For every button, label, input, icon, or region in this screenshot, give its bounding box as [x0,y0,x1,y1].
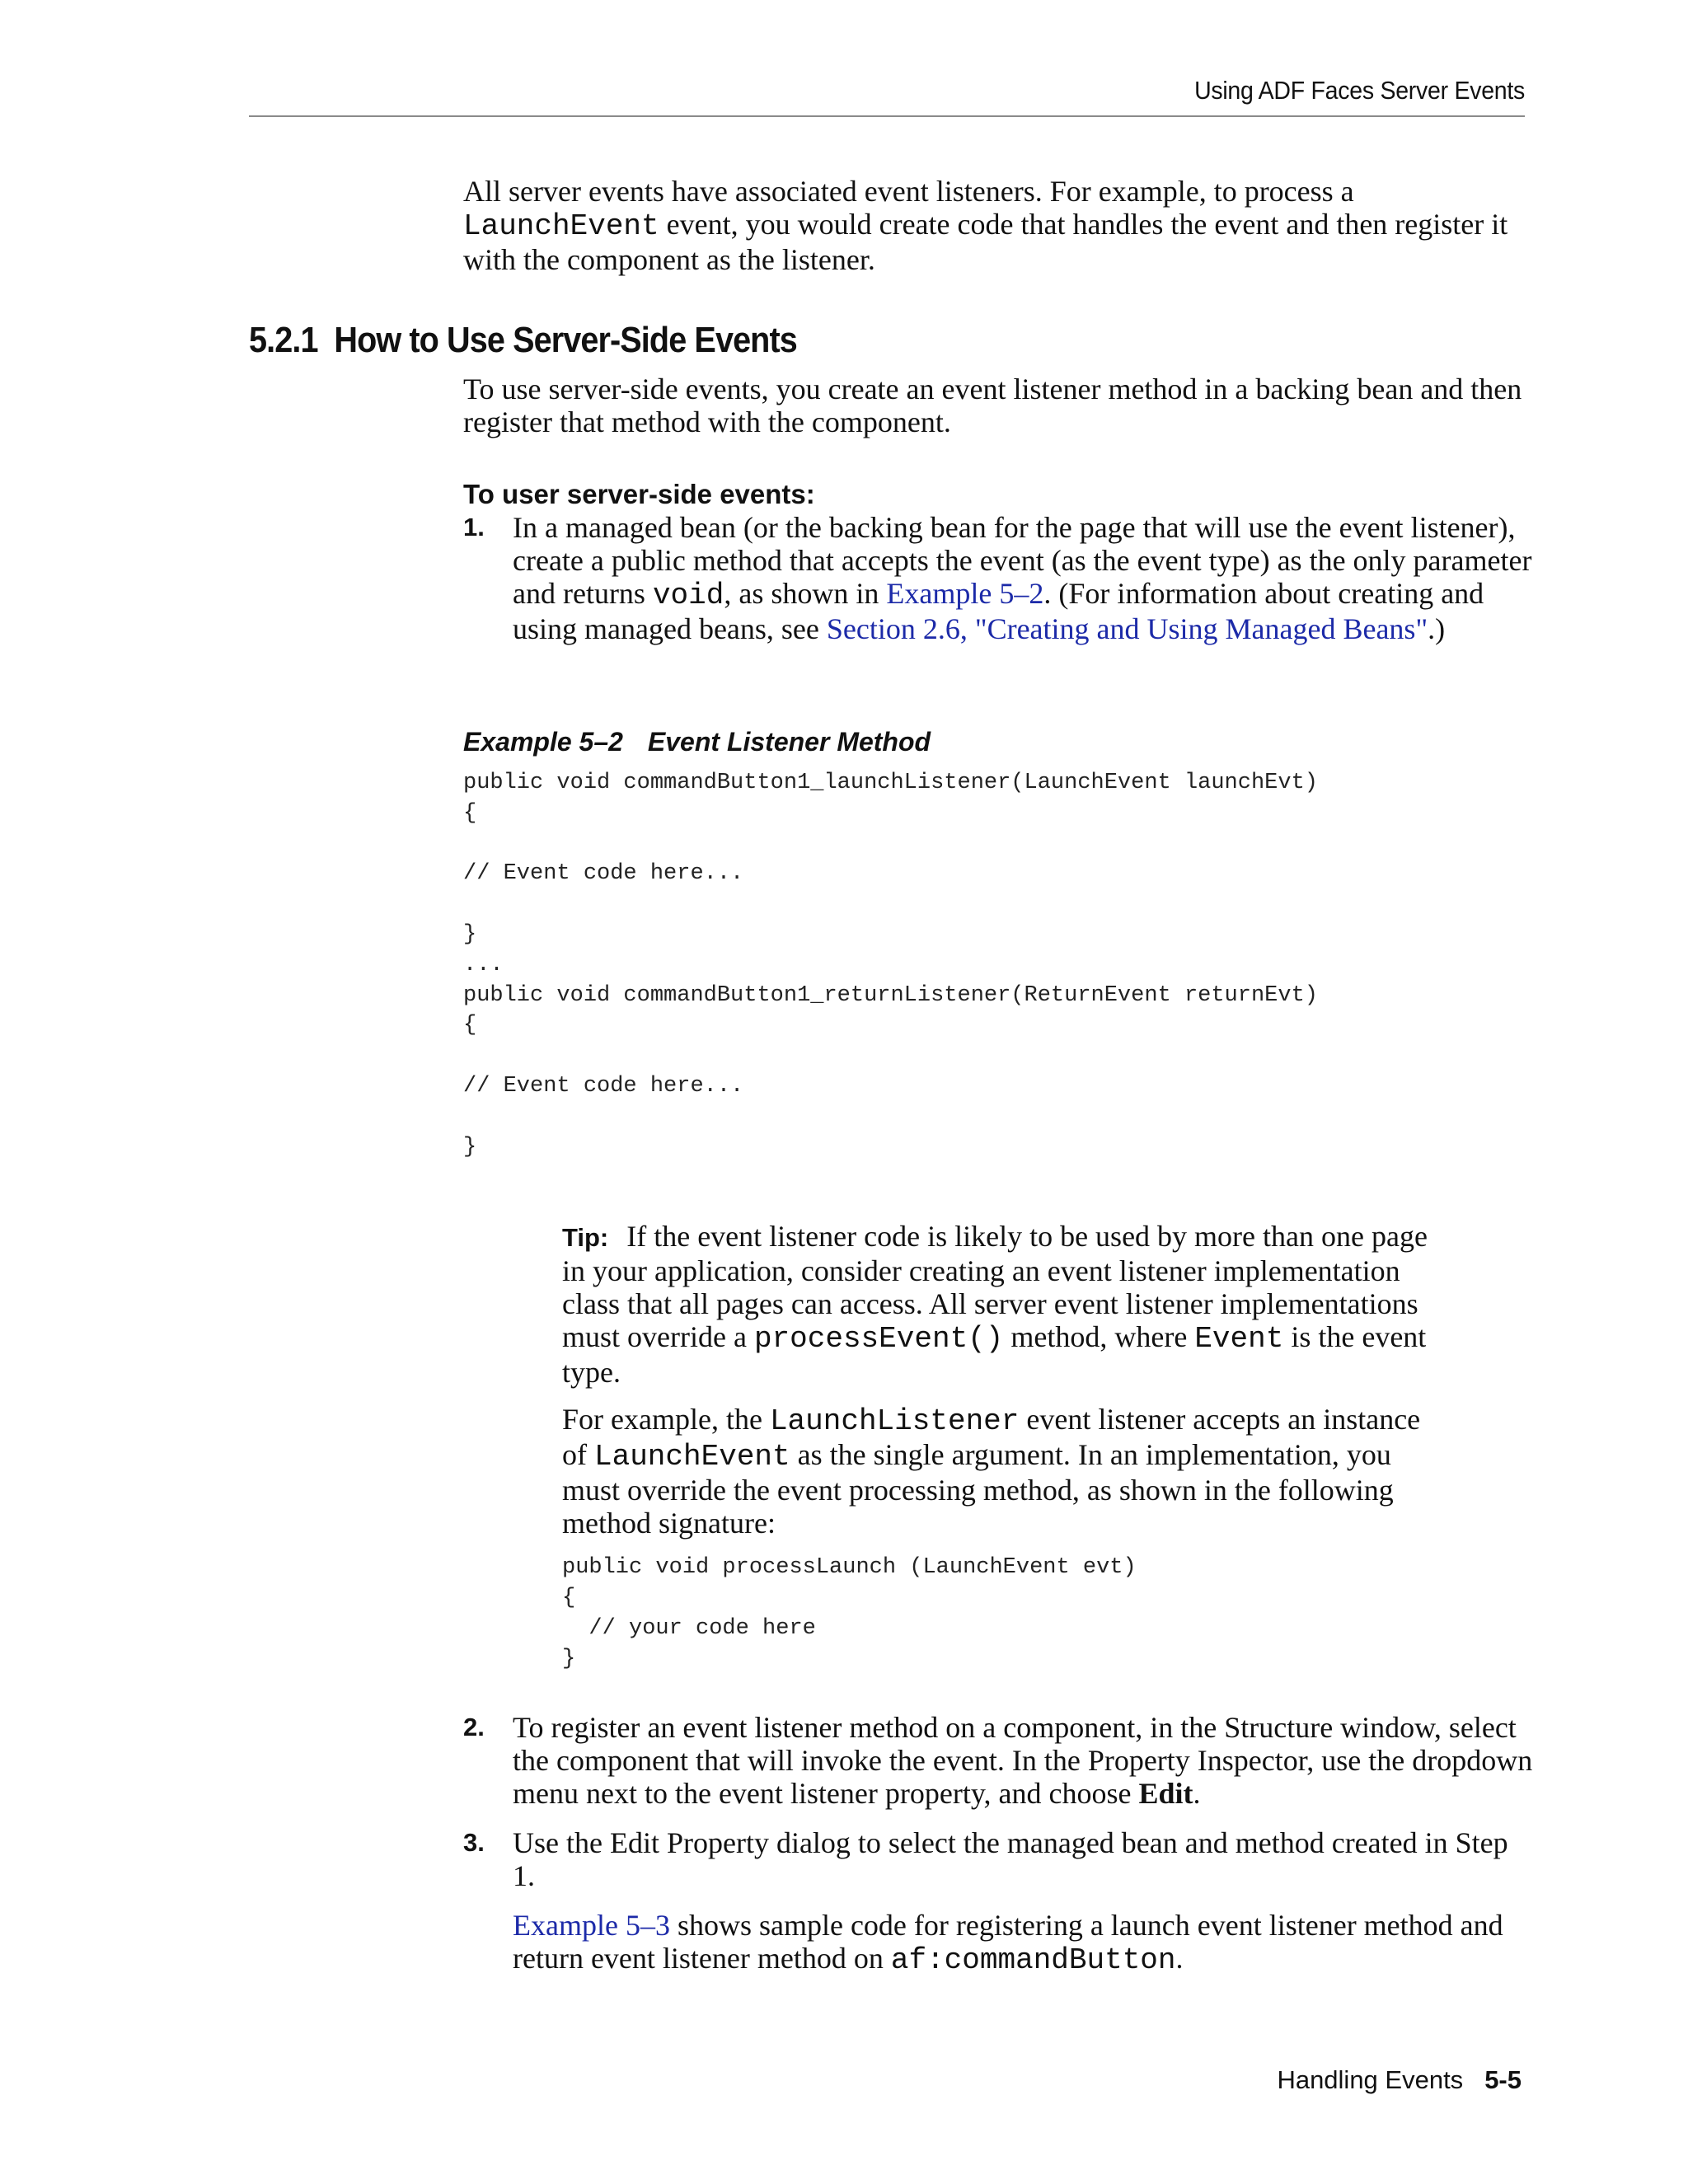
intro-code: LaunchEvent [463,209,659,243]
tip-code-block: public void processLaunch (LaunchEvent evt) { // your code here } [562,1555,1137,1671]
tip-paragraph-2 [562,1403,1436,1540]
step-1-text [513,511,1535,645]
tip-text-b: method, where [1003,1320,1195,1353]
step-number: 2. [463,1713,485,1741]
step-3-text-b: shows sample code for registering a launch event listener method and return event listener method on [513,1909,1503,1975]
section-number: 5.2.1 [249,320,318,360]
example-name: Event Listener Method [647,727,931,757]
step-number: 1. [463,513,485,541]
intro-text-2: event, you would create code that handles the event and then register it with the component as the listener. [463,208,1508,276]
step-1-text-d: .) [1428,612,1446,645]
example-title [463,725,931,758]
running-header: Using ADF Faces Server Events [1194,76,1525,105]
procedure-title: To user server-side events: [463,479,815,509]
step-2-text-b: . [1193,1777,1201,1810]
example-5-2-link[interactable]: Example 5–2 [886,577,1044,610]
step-3-text: Use the Edit Property dialog to select the managed bean and method created in Step 1. [513,1826,1508,1892]
tip-text-a: If the event listener code is likely to be used by more than one page in your application, consider creating an event listener implementation class that all pages can access. All server event listener implementations must override a [562,1220,1428,1353]
tip-code-launchevent: LaunchEvent [594,1440,790,1474]
step-1-text-c: . (For information about creating and using managed beans, see [513,577,1484,645]
step-2-bold: Edit [1138,1777,1193,1810]
example-label: Example 5–2 [463,727,623,757]
step-number: 3. [463,1828,485,1857]
page-number: 5-5 [1484,2065,1522,2094]
page-footer [1277,2065,1522,2095]
tip-text-c: is the event type. [562,1320,1427,1389]
step-3-code: af:commandButton [890,1943,1176,1977]
section-2-6-link[interactable]: Section 2.6, "Creating and Using Managed Beans" [826,612,1428,645]
tip-code-event: Event [1194,1322,1284,1356]
example-5-3-link[interactable]: Example 5–3 [513,1909,670,1942]
step-2-text-a: To register an event listener method on a component, in the Structure window, select the component that will invoke the event. In the Property Inspector, use the dropdown menu next to the event listener property, and choose [513,1711,1533,1810]
step-2-text [513,1711,1535,1810]
header-rule [249,115,1525,117]
section-lead: To use server-side events, you create an event listener method in a backing bean and then register that method with the component. [463,373,1522,438]
intro-paragraph [463,175,1535,276]
tip2-text-b: event listener accepts an instance of [562,1403,1421,1471]
tip2-text-a: For example, the [562,1403,770,1436]
example-code-block: public void commandButton1_launchListener(LaunchEvent launchEvt) { // Event code here... } ... public void commandButton1_returnListener(ReturnEvent returnEvt) { // Event code here... } [463,771,1318,1160]
tip-code-launchlistener: LaunchListener [769,1404,1020,1438]
section-title: How to Use Server-Side Events [334,320,797,360]
step-1-text-b: , as shown in [724,577,887,610]
step-1-text-a: In a managed bean (or the backing bean for the page that will use the event listener), create a public method that accepts the event (as the event type) as the only parameter and returns [513,511,1532,610]
intro-text-1: All server events have associated event listeners. For example, to process a [463,175,1354,208]
tip-code-processevent: processEvent() [753,1322,1004,1356]
step-1-code: void [652,579,724,612]
tip2-text-c: as the single argument. In an implementation, you must override the event processing method, as shown in the following method signature: [562,1438,1394,1540]
footer-chapter: Handling Events [1277,2065,1464,2094]
tip-label: Tip: [562,1223,609,1252]
step-3-text-c: . [1175,1942,1184,1975]
tip-paragraph-1 [562,1220,1436,1389]
section-heading [249,320,797,361]
step-3-followup [513,1909,1535,1977]
